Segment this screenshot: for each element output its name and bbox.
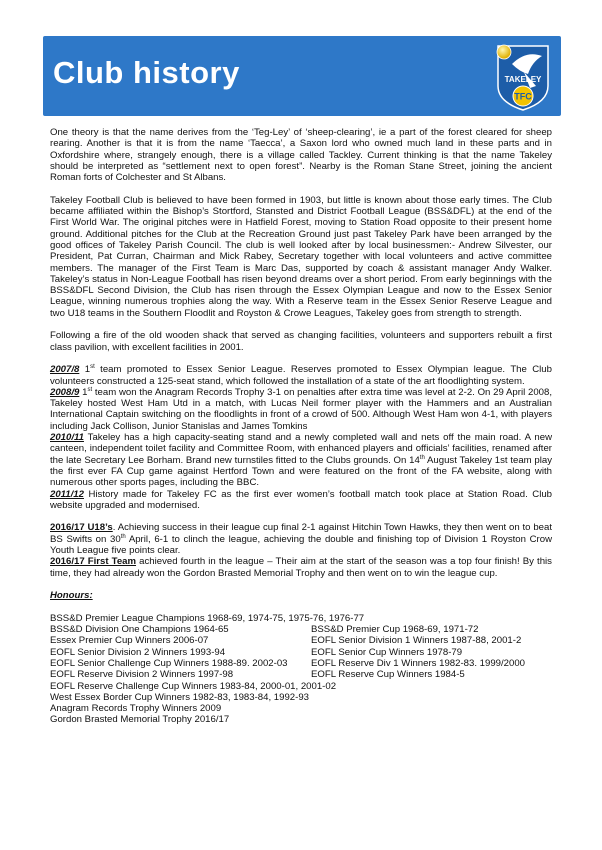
season-entry-2016-17-first-team: 2016/17 First Team achieved fourth in the league – Their aim at the start of the season was a top four finish! By this time, they had already won the Gordon Brasted Memorial Trophy and then went on to win the league cup.	[50, 556, 552, 579]
honours-heading: Honours:	[50, 590, 93, 602]
logo-badge-text: TFC	[514, 91, 532, 102]
paragraph-name-origin: One theory is that the name derives from the ‘Teg-Ley’ of ‘sheep-clearing’, ie a part of the forest cleared for sheep rearing. Another is that it is from the name ‘Taecca’, a Saxon lord who owned much land in these parts and in Oxfordshire where, strangely enough, there is a village called Tackley. Current thinking is that the name Takeley should be interpreted as “settlement next to open forest”. Nearby is the Roman Stane Street, joining the ancient Roman forts of Colchester and St Albans.	[50, 127, 552, 184]
honour-item: EOFL Reserve Cup Winners 1984-5	[311, 669, 465, 681]
honour-item: EOFL Reserve Division 2 Winners 1997-98	[50, 669, 234, 681]
season-entry-2016-17-u18: 2016/17 U18’s. Achieving success in their league cup final 2-1 against Hitchin Town Hawks, they then went on to beat BS Swifts on 30th April, 6-1 to clinch the league, achieving the double and finishing top of Division 1 Royston Crow Youth League five points clear.	[50, 522, 553, 556]
season-entry-2011-12: 2011/12 History made for Takeley FC as the first ever women’s football match took place at Station Road. Club website upgraded and modernised.	[50, 488, 552, 511]
season-year: 2016/17 U18’s	[50, 522, 113, 534]
season-entry-2008-9: 2008/9 1st team won the Anagram Records Trophy 3-1 on penalties after extra time was level at 2-2. On 29 April 2008, Takeley hosted West Ham Utd in a match, with Lucas Neil former player with the Hammers and an Australian International Captain switching on the floodlights in front of a crowd of 500. Although West Ham won 4-1, with players including Jack Collison, Junior Stanislas and James Tomkins	[50, 386, 552, 432]
honour-item: BSS&D Premier League Champions 1968-69, 1974-75, 1975-76, 1976-77	[50, 612, 365, 624]
honour-item: EOFL Reserve Div 1 Winners 1982-83. 1999/2000	[311, 657, 526, 669]
article-body	[50, 127, 552, 726]
honour-item: Anagram Records Trophy Winners 2009	[50, 703, 222, 715]
season-year: 2011/12	[50, 488, 84, 500]
logo-top-text: TAKELEY	[504, 75, 542, 84]
season-year: 2008/9	[50, 386, 80, 398]
season-entry-2007-8: 2007/8 1st team promoted to Essex Senior League. Reserves promoted to Essex Olympian league. The Club volunteers constructed a 125-seat stand, which followed the installation of a state of the art floodlighting system.	[50, 364, 552, 387]
season-year: 2016/17 First Team	[50, 556, 137, 568]
paragraph-club-formation: Takeley Football Club is believed to have been formed in 1903, but little is known about those early times. The Club became affiliated within the Bishop’s Stortford, Stansted and District Football League (BSS&DFL) at the end of the First World War. The original pitches were in Hatfield Forest, moving to Station Road opposite to their present home ground. Additional pitches for the Club at the Recreation Ground just past Takeley Park have been arranged by the good offices of Takeley Parish Council. The club is well looked after by local businessmen:- Andrew Silvester, our President, Pat Curran, Chairman and Mick Rabey, Secretary together with local volunteers and active committee members. The manager of the First Team is Marc Das, supported by coach & assistant manager Andy Walker. Takeley’s status in Non-League Football has risen beyond dreams over a short period. From early beginnings with the BSS&DFL Second Division, the Club has risen through the Essex Olympian League and now to the Essex Senior League, winning numerous trophies along the way. With a Reserve team in the Essex Senior Reserve League and two U18 teams in the Southern Floodlit and Royston & Crowe Leagues, Takeley goes from strength to strength.	[50, 194, 552, 319]
honour-item: EOFL Senior Division 1 Winners 1987-88, 2001-2	[311, 635, 522, 647]
honour-item: EOFL Senior Cup Winners 1978-79	[311, 646, 463, 658]
honour-item: BSS&D Premier Cup 1968-69, 1971-72	[311, 624, 479, 636]
season-year: 2007/8	[50, 364, 80, 376]
honour-item: Gordon Brasted Memorial Trophy 2016/17	[50, 714, 230, 726]
paragraph-pavilion: Following a fire of the old wooden shack that served as changing facilities, volunteers and supporters rebuilt a first class pavilion, with excellent facilities in 2001.	[50, 330, 552, 353]
honour-item: EOFL Reserve Challenge Cup Winners 1983-84, 2000-01, 2001-02	[50, 680, 337, 692]
honour-item: BSS&D Division One Champions 1964-65	[50, 624, 229, 636]
season-year: 2010/11	[50, 432, 84, 444]
page-title: Club history	[53, 55, 240, 90]
season-entry-2010-11: 2010/11 Takeley has a high capacity-seating stand and a newly completed wall and nets off the main road. A new canteen, independent toilet facility and Committee Room, with enhanced players and officials’ facilities, renamed after the late Secretary Lee Borham. Brand new turnstiles fitted to the Clubs grounds. On 14th August Takeley 1st team play the first ever FA Cup game against Hertford Town and were featured on the front of the FA website, along with numerous other sports pages, including the BBC.	[50, 432, 552, 489]
header-banner	[43, 36, 561, 116]
honour-item: EOFL Senior Challenge Cup Winners 1988-89. 2002-03	[50, 657, 288, 669]
honours-list	[50, 613, 552, 726]
club-logo	[490, 42, 556, 112]
honour-item: EOFL Senior Division 2 Winners 1993-94	[50, 646, 226, 658]
honour-item: Essex Premier Cup Winners 2006-07	[50, 635, 209, 647]
honour-item: West Essex Border Cup Winners 1982-83, 1983-84, 1992-93	[50, 691, 309, 703]
